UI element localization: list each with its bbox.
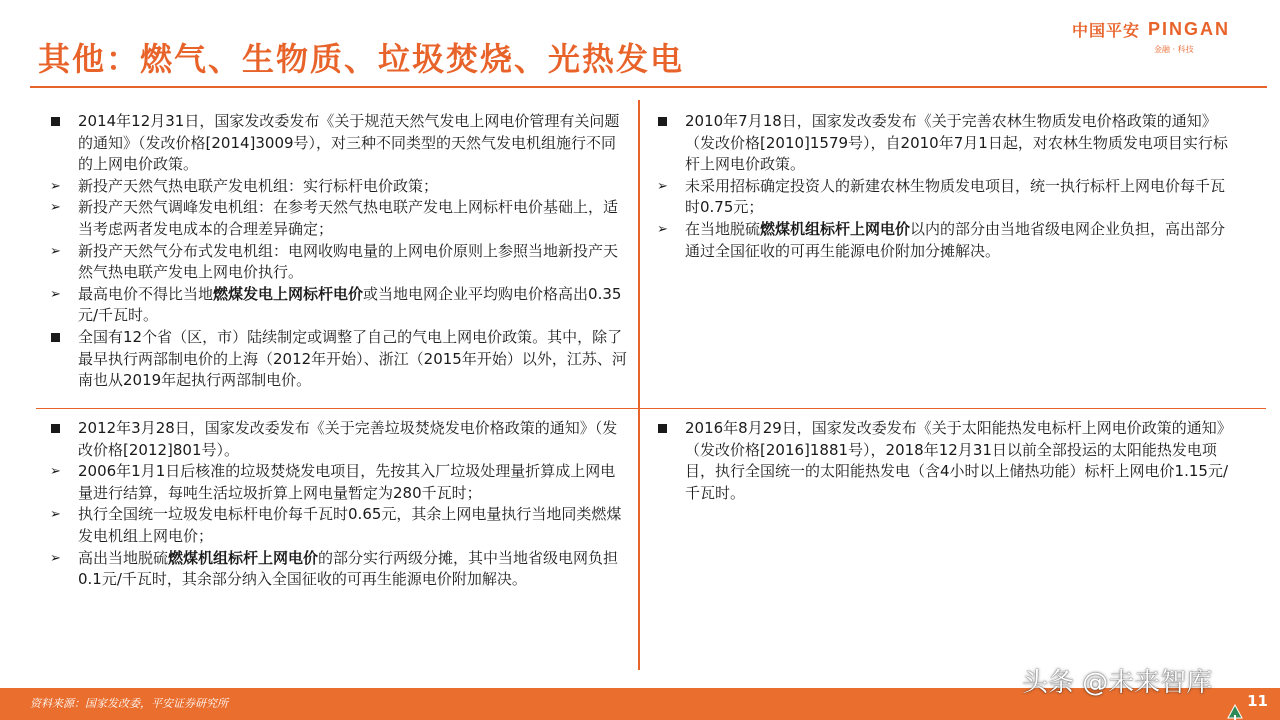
bullet-item [657,111,1237,176]
item-text: 或当地电网企业平均购电价格高出0.35元/千瓦时。 [78,284,622,325]
sub-bullet-item [657,176,1237,219]
pingan-logo [1072,18,1262,58]
highlighted-text: 燃煤机组标杆上网电价 [168,548,319,567]
item-text: 2014年12月31日，国家发改委发布《关于规范天然气发电上网电价管理有关问题的通知》（发改价格[2014]3009号），对三种不同类型的天然气发电机组施行不同的上网电价政策。 [78,112,620,174]
page-title: 其他：燃气、生物质、垃圾焚烧、光热发电 [38,40,685,78]
title-underline [30,86,1267,88]
item-text: 未采用招标确定投资人的新建农林生物质发电项目，统一执行标杆上网电价每千瓦时0.75元； [685,176,1226,217]
sub-bullet-item [50,284,630,327]
solar-thermal-section [657,418,1237,504]
arrow-bullet-icon: ➢ [657,221,668,237]
sub-bullet-item [50,176,630,198]
sub-bullet-item [50,548,630,591]
sub-bullet-item [657,219,1237,262]
item-text: 高出当地脱硫 [78,548,169,567]
highlighted-text: 燃煤发电上网标杆电价 [213,284,364,303]
bullet-item [50,418,630,461]
item-text: 新投产天然气热电联产发电机组：实行标杆电价政策； [78,176,439,195]
arrow-bullet-icon: ➢ [50,178,61,194]
arrow-bullet-icon: ➢ [657,178,668,194]
page-number: 11 [1247,692,1268,710]
bullet-item [50,327,630,392]
highlighted-text: 燃煤机组标杆上网电价 [760,219,911,238]
item-text: 执行全国统一垃圾发电标杆电价每千瓦时0.65元，其余上网电量执行当地同类燃煤发电机组上网电价； [78,505,622,545]
arrow-bullet-icon: ➢ [50,550,61,566]
arrow-bullet-icon: ➢ [50,243,61,259]
arrow-bullet-icon: ➢ [50,286,61,302]
item-text: 的部分实行两级分摊，其中当地省级电网负担0.1元/千瓦时，其余部分纳入全国征收的可再生能源电价附加解决。 [78,548,619,589]
sub-bullet-item [50,197,630,240]
arrow-bullet-icon: ➢ [50,200,61,216]
item-text: 在当地脱硫 [685,219,761,238]
item-text: 2016年8月29日，国家发改委发布《关于太阳能热发电标杆上网电价政策的通知》（发改价格[2016]1881号），2018年12月31日以前全部投运的太阳能热发电项目，执行全国统一的太阳能热发电（含4小时以上储热功能）标杆上网电价1.15元/千瓦时。 [685,419,1232,502]
horizontal-divider [36,408,1266,409]
logo-tagline: 金融 · 科技 [1154,45,1194,54]
bullet-item [657,418,1237,504]
source-note: 资料来源：国家发改委，平安证券研究所 [30,697,228,710]
item-text: 2006年1月1日后核准的垃圾焚烧发电项目，先按其入厂垃圾处理量折算成上网电量进行结算，每吨生活垃圾折算上网电量暂定为280千瓦时； [78,462,616,502]
natural-gas-section [50,111,630,392]
item-text: 最高电价不得比当地 [78,284,214,303]
arrow-bullet-icon: ➢ [50,507,61,523]
biomass-section [657,111,1237,262]
item-text: 新投产天然气调峰发电机组：在参考天然气热电联产发电上网标杆电价基础上，适当考虑两者发电成本的合理差异确定； [78,198,619,238]
bullet-item [50,111,630,176]
logo-chinese-text: 中国平安 [1072,21,1141,40]
waste-incineration-section [50,418,630,591]
item-text: 2012年3月28日，国家发改委发布《关于完善垃圾焚烧发电价格政策的通知》（发改价格[2012]801号）。 [78,419,618,459]
vertical-divider [638,100,640,670]
sub-bullet-item [50,241,630,284]
arrow-bullet-icon: ➢ [50,464,61,480]
sub-bullet-item [50,504,630,547]
item-text: 2010年7月18日，国家发改委发布《关于完善农林生物质发电价格政策的通知》（发改价格[2010]1579号），自2010年7月1日起，对农林生物质发电项目实行标杆上网电价政策。 [685,112,1228,174]
sub-bullet-item [50,461,630,504]
item-text: 以内的部分由当地省级电网企业负担，高出部分通过全国征收的可再生能源电价附加分摊解决。 [685,219,1226,260]
watermark: 头条 @未来智库 [1022,668,1213,698]
logo-english-text: PINGAN [1148,19,1231,39]
item-text: 全国有12个省（区，市）陆续制定或调整了自己的气电上网电价政策。其中，除了最早执行两部制电价的上海（2012年开始）、浙江（2015年开始）以外，江苏、河南也从2019年起执行两部制电价。 [78,327,627,390]
item-text: 新投产天然气分布式发电机组：电网收购电量的上网电价原则上参照当地新投产天然气热电联产发电上网电价执行。 [78,241,619,282]
tree-icon [1226,704,1244,720]
